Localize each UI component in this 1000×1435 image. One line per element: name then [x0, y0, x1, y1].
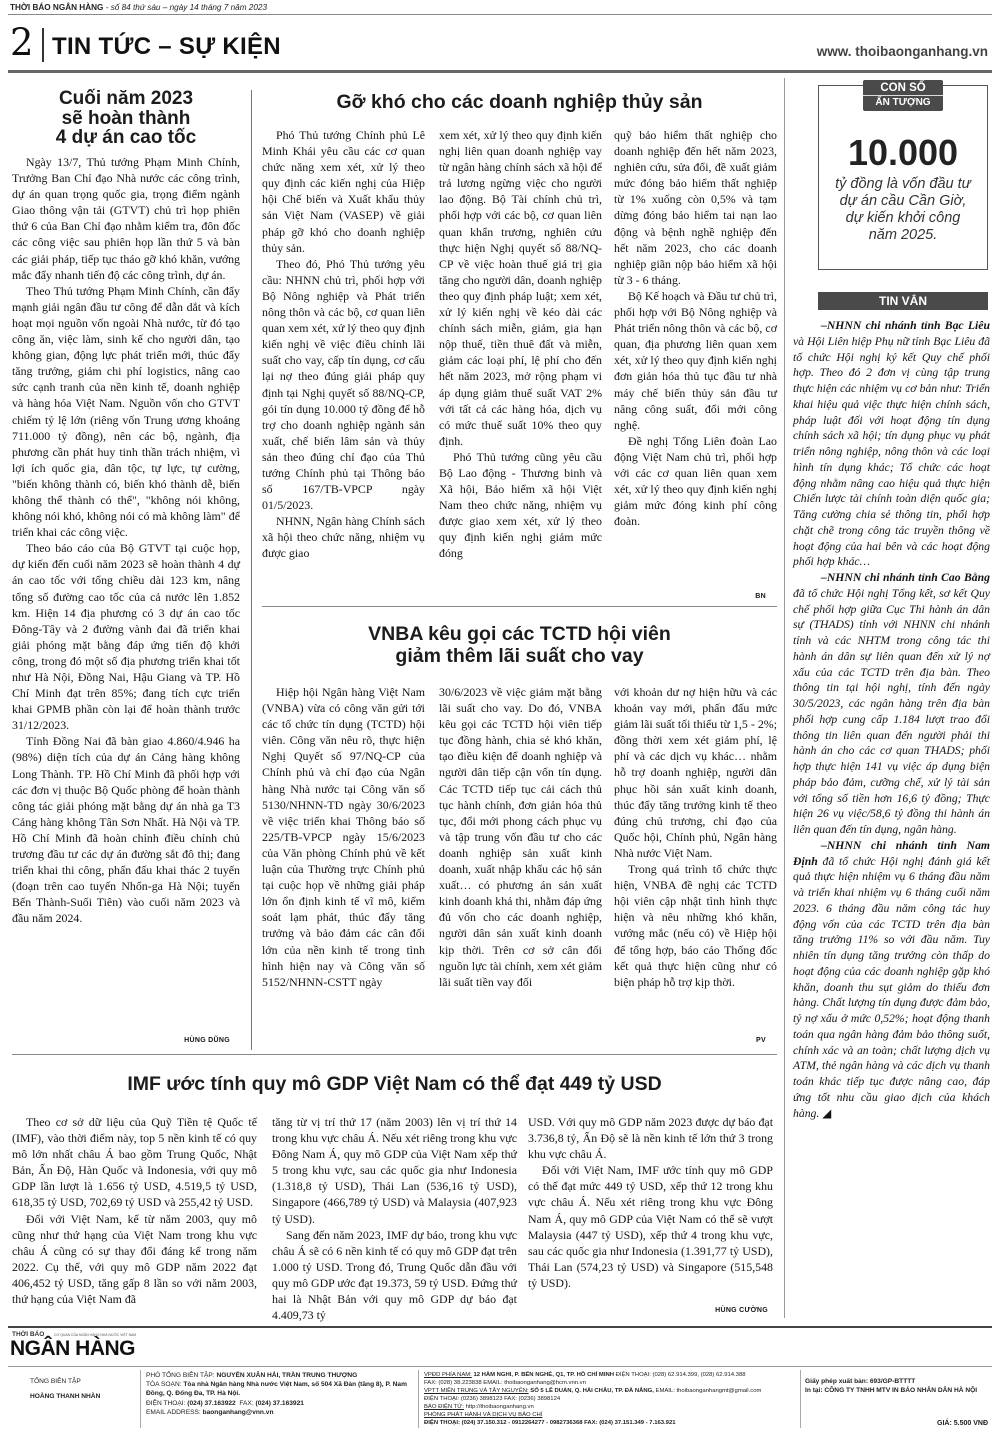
article1-title: Cuối năm 2023 sẽ hoàn thành 4 dự án cao tốc: [55, 88, 197, 148]
article4-col2: tăng từ vị trí thứ 17 (năm 2003) lên vị trí thứ 14 trong khu vực châu Á. Nếu xét riêng trong khu vực Đông Nam Á, quy mô GDP của Việt Nam xếp thứ 5 trong khu vực, sau các quốc gia như Indonesia (1.318,8 tỷ USD), Thái Lan (536,16 tỷ USD), Singapore (466,789 tỷ USD) và Malaysia (407,923 tỷ USD). Sang đến năm 2023, IMF dự báo, trong khu vực châu Á sẽ có 6 nền kinh tế có quy mô GDP đạt trên 1.000 tỷ USD. Trong đó, Trung Quốc dẫn đầu với quy mô GDP ước đạt 19.373, 59 tỷ USD. Đứng thứ hai là Nhật Bản với quy mô GDP dự báo đạt 4.409,73 tỷ: [272, 1115, 517, 1323]
article2-col1: Phó Thủ tướng Chính phủ Lê Minh Khái yêu cầu các cơ quan chức năng xem xét, xử lý theo quy định các kiến nghị của Hiệp hội Chế biến và Xuất khẩu thủy sản Việt Nam (VASEP) về giải pháp gỡ khó cho doanh nghiệp thủy sản. Theo đó, Phó Thủ tướng yêu cầu: NHNN chủ trì, phối hợp với Bộ Nông nghiệp và Phát triển nông thôn và các bộ, cơ quan liên quan xem xét, xử lý theo quy định kiến nghị về việc điều chỉnh lãi suất cho vay, cấp tín dụng, cơ cấu lại nợ theo đúng giải pháp quy định tại Nghị quyết số 88/NQ-CP, gói tín dụng 10.000 tỷ đồng để hỗ trợ cho doanh nghiệp ngành sản xuất, chế biến lâm sản và thủy sản theo đúng chỉ đạo của Thủ tướng Chính phủ tại Thông báo số 167/TB-VPCP ngày 01/5/2023. NHNN, Ngân hàng Chính sách xã hội theo chức năng, nhiệm vụ được giao: [262, 128, 425, 561]
news-briefs: [793, 318, 990, 1121]
paragraph: Ngày 13/7, Thủ tướng Phạm Minh Chính, Trưởng Ban Chỉ đạo Nhà nước các công trình, dự án quan trọng quốc gia, trọng điểm ngành Giao thông vận tải (GTVT) chủ trì họp phiên thứ 6 của Ban Chỉ đạo nhằm kiểm tra, đôn đốc các công việc sau phiên họp lần thứ 5 và bàn các giải pháp, tiếp tục tháo gỡ khó khăn, vướng mắc đẩy nhanh tiến độ các công trình, dự án.: [12, 155, 240, 282]
paper-name: THỜI BÁO NGÂN HÀNG: [10, 3, 104, 12]
article1-byline: HÙNG DŨNG: [184, 1037, 230, 1044]
article2-col3: quỹ bảo hiểm thất nghiệp cho doanh nghiệp đến hết năm 2023, nghiên cứu, sửa đổi, đề xuất giảm mức đóng bảo hiểm thất nghiệp từ 1% xuống còn 0,5% và tạm dừng đóng bảo hiểm tai nạn lao động và bệnh nghề nghiệp đến hết năm 2023, cho các doanh nghiệp giãn nộp bảo hiểm xã hội từ 3 - 6 tháng. Bộ Kế hoạch và Đầu tư chủ trì, phối hợp với Bộ Nông nghiệp và Phát triển nông thôn và các bộ, cơ quan, địa phương liên quan xem xét, xử lý theo quy định kiến nghị đơn giản hóa thủ tục đầu tư nhà máy chế biến thủy sản đầu tư nâng công suất, đổi mới công nghệ. Đề nghị Tổng Liên đoàn Lao động Việt Nam chủ trì, phối hợp với các cơ quan liên quan xem xét, xử lý theo quy định kiến nghị giảm mức đóng kinh phí công đoàn.: [614, 128, 777, 529]
website: www. thoibaonganhang.vn: [816, 44, 988, 59]
article4-title: IMF ước tính quy mô GDP Việt Nam có thể đạt 449 tỷ USD: [127, 1073, 662, 1095]
price: GIÁ: 5.500 VNĐ: [937, 1420, 988, 1427]
impressive-number-box: [818, 82, 988, 270]
paragraph: Tỉnh Đồng Nai đã bàn giao 4.860/4.946 ha (98%) diện tích của dự án Cảng hàng không Long Thành. TP. Hồ Chí Minh đã phối hợp với các đơn vị thuộc Bộ Quốc phòng để hoàn thành công tác giải phóng mặt bằng dự án nhà ga T3 Cảng hàng không Tân Sơn Nhất. Hà Nội và TP. Hồ Chí Minh đã hoàn chỉnh điều chỉnh chủ trương đầu tư các dự án đường sắt đô thị; đang triển khai thi công, phấn đấu khai thác 2 tuyến (đoạn trên cao tuyến Nhổn-ga Hà Nội; tuyến Bến Thành-Suối Tiên) vào cuối năm 2023 và đầu năm 2024.: [12, 734, 240, 926]
article2-title: Gỡ khó cho các doanh nghiệp thủy sản: [336, 91, 703, 113]
news-briefs-header: TIN VẮN: [818, 292, 988, 310]
issue-info: - số 84 thứ sáu – ngày 14 tháng 7 năm 2023: [105, 3, 268, 12]
brief-item: –NHNN chi nhánh tỉnh Nam Định đã tổ chức Hội nghị đánh giá kết quả thực hiện nhiệm vụ 6 tháng đầu năm và triển khai nhiệm vụ 6 tháng cuối năm 2023. 6 tháng đầu năm công tác huy động vốn của các TCTD trên địa bàn tăng trưởng 11% so với đầu năm. Tuy nhiên tín dụng tăng trưởng còn thấp do hoạt động của các doanh nghiệp gặp khó khăn, doanh thu sụt giảm do thiếu đơn hàng. Chất lượng tín dụng được đảm bảo, tỷ nợ xấu ở mức 0,52%; hoạt động thanh toán qua ngân hàng đảm bảo thông suốt, chính xác và an toàn; chất lượng dịch vụ ATM, thẻ ngân hàng và các dịch vụ thanh toán khác tiếp tục được nâng cao, đáp ứng tốt nhu cầu giao dịch của khách hàng. ◢: [793, 838, 990, 1120]
article4-col1: Theo cơ sở dữ liệu của Quỹ Tiền tệ Quốc tế (IMF), vào thời điểm này, top 5 nền kinh tế có quy mô lớn nhất châu Á bao gồm Trung Quốc, Nhật Bản, Ấn Độ, Hàn Quốc và Indonesia, với quy mô GDP lần lượt là 1.656 tỷ USD, 4.519,5 tỷ USD, 618,35 tỷ USD, 702,69 tỷ USD và 255,42 tỷ USD. Đối với Việt Nam, kể từ năm 2003, quy mô cũng như thứ hạng của Việt Nam trong khu vực châu Á cũng có sự thay đổi đáng kể trong năm 2022. Cụ thể, với quy mô GDP năm 2022 đạt 406,452 tỷ USD, tăng gấp 8 lần so với năm 2003, thứ hạng của Việt Nam đã: [12, 1115, 257, 1307]
article3-col2: 30/6/2023 về việc giảm mặt bằng lãi suất cho vay. Do đó, VNBA kêu gọi các TCTD hội viên tiếp tục đồng hành, chia sẻ khó khăn, tạo điều kiện để doanh nghiệp và người dân tiếp cận vốn tín dụng. Các TCTD tiếp tục cải cách thủ tục hành chính, đơn giản hóa thủ tục, đổi mới phong cách phục vụ và tập trung vốn đầu tư cho các doanh nghiệp sản xuất kinh doanh, xuất nhập khẩu các hộ sản xuất… có phương án sản xuất kinh doanh khả thi, nhằm đáp ứng đủ vốn cho các doanh nghiệp, người dân sản xuất kinh doanh kịp thời. Trên cơ sở cân đối nguồn lực tài chính, xem xét giảm lãi suất tiền vay đối: [439, 685, 602, 989]
impressive-number-badge: CON SỐ ẤN TƯỢNG: [863, 80, 943, 111]
footer-license: Giấy phép xuất bản: 693/GP-BTTTT In tại: CÔNG TY TNHH MTV IN BÁO NHÂN DÂN HÀ NỘI: [805, 1378, 978, 1395]
article3-col3: với khoản dư nợ hiện hữu và các khoản vay mới, phấn đấu mức giảm lãi suất tối thiểu từ 1,5 - 2%; đồng thời xem xét giảm phí, lệ phí và các dịch vụ khác… nhằm hỗ trợ doanh nghiệp, người dân phục hồi sản xuất kinh doanh, thúc đẩy tăng trưởng kinh tế theo đúng chủ trương, chỉ đạo của Quốc hội, Chính phủ, Ngân hàng Nhà nước Việt Nam. Trong quá trình tổ chức thực hiện, VNBA đề nghị các TCTD hội viên cập nhật tình hình thực hiện và nêu những khó khăn, vướng mắc (nếu có) về Hiệp hội để tổng hợp, báo cáo Thống đốc kết quả thực hiện cũng như có biện pháp hỗ trợ kịp thời.: [614, 685, 777, 989]
article4-byline: HÙNG CƯỜNG: [715, 1307, 768, 1314]
article2-col2: xem xét, xử lý theo quy định kiến nghị liên quan doanh nghiệp vay từ ngân hàng chính sách xã hội để trả lương ngừng việc cho người lao động. Bộ Tài chính chủ trì, phối hợp với các bộ, cơ quan liên quan khẩn trương, nghiên cứu thực hiện Nghị quyết số 88/NQ-CP về việc hoàn thuế giá trị gia tăng cho người dân, doanh nghiệp theo quy định pháp luật; xem xét, xử lý kiến nghị về kéo dài các chính sách miễn, giảm, gia hạn nộp thuế, tiền thuê đất và miễn, giảm các loại phí, lệ phí cho đến hết năm 2023, mở rộng phạm vi áp dụng giảm thuế suất VAT 2% với tất cả các hàng hóa, dịch vụ có mức thuế suất 10% theo quy định. Phó Thủ tướng cũng yêu cầu Bộ Lao động - Thương binh và Xã hội, Bảo hiểm xã hội Việt Nam theo chức năng, nhiệm vụ được giao xem xét, xử lý theo quy định kiến nghị giảm mức đóng: [439, 128, 602, 561]
article4-col3: USD. Với quy mô GDP năm 2023 được dự báo đạt 3.736,8 tỷ, Ấn Độ sẽ là nền kinh tế lớn thứ 3 trong khu vực châu Á. Đối với Việt Nam, IMF ước tính quy mô GDP có thể đạt mức 449 tỷ USD, xếp thứ 12 trong khu vực châu Á. Nếu xét riêng trong khu vực Đông Nam Á, quy mô GDP của Việt Nam có thể sẽ vượt Malaysia (447 tỷ USD), xếp thứ 4 trong khu vực, sau các quốc gia như Indonesia (1.391,77 tỷ USD), Thái Lan (574,23 tỷ USD) và Singapore (515,548 tỷ USD).: [528, 1115, 773, 1290]
brief-item: –NHNN chi nhánh tỉnh Bạc Liêu và Hội Liên hiệp Phụ nữ tỉnh Bạc Liêu đã tổ chức Hội nghị ký kết Quy chế phối hợp. Theo đó 2 đơn vị cùng tập trung thực hiện các nhiệm vụ cơ bản như: Triển khai hiệu quả việc thực hiện chính sách, pháp luật đối với hoạt động tín dụng chính sách xã hội; tín dụng phục vụ phát triển nông nghiệp, nông thôn và các loại hình tín dụng khác; Tổ chức các hoạt động nhằm nâng cao hiệu quả thực hiện Chiến lược tài chính toàn diện quốc gia; Tăng cường chia sẻ thông tin, phối hợp chặt chẽ trong công tác truyền thông về hoạt động của hai bên và các hoạt động phối hợp khác…: [793, 319, 990, 569]
footer-offices-regional: VPĐD PHÍA NAM: 12 HÀM NGHI, P. BẾN NGHÉ, Q1, TP. HỒ CHÍ MINH ĐIỆN THOẠI: (028) 62.914.399, (028) 62.914.388 FAX: (028) 38.223838 EMAIL: thoibaonganhang@hcm.vnn.vn VPTT MIỀN TRUNG VÀ TÂY NGUYÊN: SỐ 5 LÊ DUẨN, Q. HẢI CHÂU, TP. ĐÀ NẴNG, EMAIL: thoibaonganhangmt@gmail.com ĐIỆN THOẠI: (0236) 3898123 FAX: (0236) 3898124 BÁO ĐIỆN TỬ: http://thoibaonganhang.vn PHÒNG PHÁT HÀNH VÀ DỊCH VỤ BÁO CHÍ ĐIỆN THOẠI: (024) 37.150.312 - 0912264277 - 0982736368 FAX: (024) 37.151.349 - 7.163.921: [424, 1372, 762, 1426]
page-number: 2: [10, 21, 34, 64]
footer-editor: TỔNG BIÊN TẬP HOÀNG THANH NHÀN: [30, 1378, 101, 1401]
section-title: TIN TỨC – SỰ KIỆN: [52, 33, 281, 60]
article3-col1: Hiệp hội Ngân hàng Việt Nam (VNBA) vừa có công văn gửi tới các tổ chức tín dụng (TCTD) hội viên. Công văn nêu rõ, thực hiện Nghị Quyết số 97/NQ-CP của Chính phủ và chỉ đạo của Ngân hàng Nhà nước tại Công văn số 5130/NHNN-TD ngày 30/6/2023 về việc triển khai Thông báo số 225/TB-VPCP ngày 15/6/2023 của Văn phòng Chính phủ về kết luận của Thường trực Chính phủ tại cuộc họp về những giải pháp lớn ổn định kinh tế vĩ mô, kiểm soát lạm phát, thúc đẩy tăng trưởng và bảo đảm các cân đối lớn của nền kinh tế trong tình hình hiện nay và Công văn số 5152/NHNN-CSTT ngày: [262, 685, 425, 989]
article1-body: [12, 154, 240, 927]
footer-office: PHÓ TỔNG BIÊN TẬP: NGUYỄN XUÂN HẢI, TRẦN TRUNG THƯỢNG TÒA SOẠN: Tòa nhà Ngân hàng Nhà nước Việt Nam, số 504 Xã Đàn (tầng 8), P. Nam Đồng, Q. Đống Đa, TP. Hà Nội. ĐIỆN THOẠI: (024) 37.163922 FAX: (024) 37.163921 EMAIL ADDRESS: baonganhang@vnn.vn: [146, 1372, 407, 1416]
number-caption: tỷ đồng là vốn đầu tư dự án cầu Cần Giờ, dự kiến khởi công năm 2025.: [835, 176, 971, 243]
footer-logo: THỜI BÁO NGÂN HÀNG CƠ QUAN CỦA NGÂN HÀNG NHÀ NƯỚC VIỆT NAM: [10, 1331, 137, 1360]
article3-title: VNBA kêu gọi các TCTD hội viên giảm thêm lãi suất cho vay: [368, 623, 671, 667]
paragraph: Theo báo cáo của Bộ GTVT tại cuộc họp, dự kiến đến cuối năm 2023 sẽ hoàn thành 4 dự án cao tốc với tổng chiều dài 123 km, nâng tổng số đường cao tốc của cả nước lên 1.852 km. Hiện 14 địa phương có 3 dự án cao tốc Đông-Tây và 2 đường vành đai đã triển khai giải phóng mặt bằng đáp ứng tiến độ khởi công, trong đó một số địa phương triển khai tốt như Hà Nội, Đồng Nai, Hậu Giang và TP. Hồ Chí Minh đạt trên 85%; đang tích cực triển khai GPMB phần còn lại để hoàn thành trước 31/12/2023.: [12, 541, 240, 733]
paragraph: Theo Thủ tướng Phạm Minh Chính, cần đẩy mạnh giải ngân đầu tư công để dẫn dắt và kích hoạt mọi nguồn vốn ngoài Nhà nước, từ đó tạo công ăn, việc làm, sinh kế cho người dân, tạo không gian, động lực phát triển mới, thúc đẩy tăng trưởng, giảm chi phí logistics, nâng cao sức cạnh tranh của nền kinh tế, doanh nghiệp và hàng hóa Việt Nam. Nguồn vốn cho GTVT chiếm tỷ lệ lớn (riêng vốn Trung ương khoảng 711.000 tỷ đồng), nên các bộ, ngành, địa phương cần phát huy tinh thần trách nhiệm, vì lợi ích quốc gia, dân tộc, tự lực, tự cường, "biến không thành có, biến khó thành dễ, biến không thể thành có thể", "không nói không, không nói khó, không nói có mà không làm" để triển khai các công việc.: [12, 283, 240, 540]
article2-byline: BN: [755, 593, 766, 600]
masthead-strip: [10, 3, 267, 12]
article3-byline: PV: [756, 1037, 766, 1044]
brief-item: –NHNN chi nhánh tỉnh Cao Bằng đã tổ chức Hội nghị Tổng kết, sơ kết Quy chế phối hợp giữa Cục Thi hành án dân sự (THADS) tỉnh với NHNN chi nhánh tỉnh và các NHTM trong công tác thi hành án dân sự liên quan đến xử lý nợ xấu của các TCTD trên địa bàn. Theo thông tin tại hội nghị, tính đến ngày 30/5/2023, các ngân hàng trên địa bàn phối hợp cung cấp 1.184 lượt trao đổi thông tin liên quan đến người phải thi hành án cho các cơ quan THADS; phối hợp thực hiện 141 vụ việc áp dụng biện pháp bảo đảm, cưỡng chế, xử lý tài sản với tổng số tiền hơn 16,6 tỷ đồng; Thực hiện 26 vụ việc/58,6 tỷ đồng thi hành án liên quan đến tín dụng, ngân hàng.: [793, 571, 990, 836]
big-number: 10.000: [847, 132, 959, 173]
